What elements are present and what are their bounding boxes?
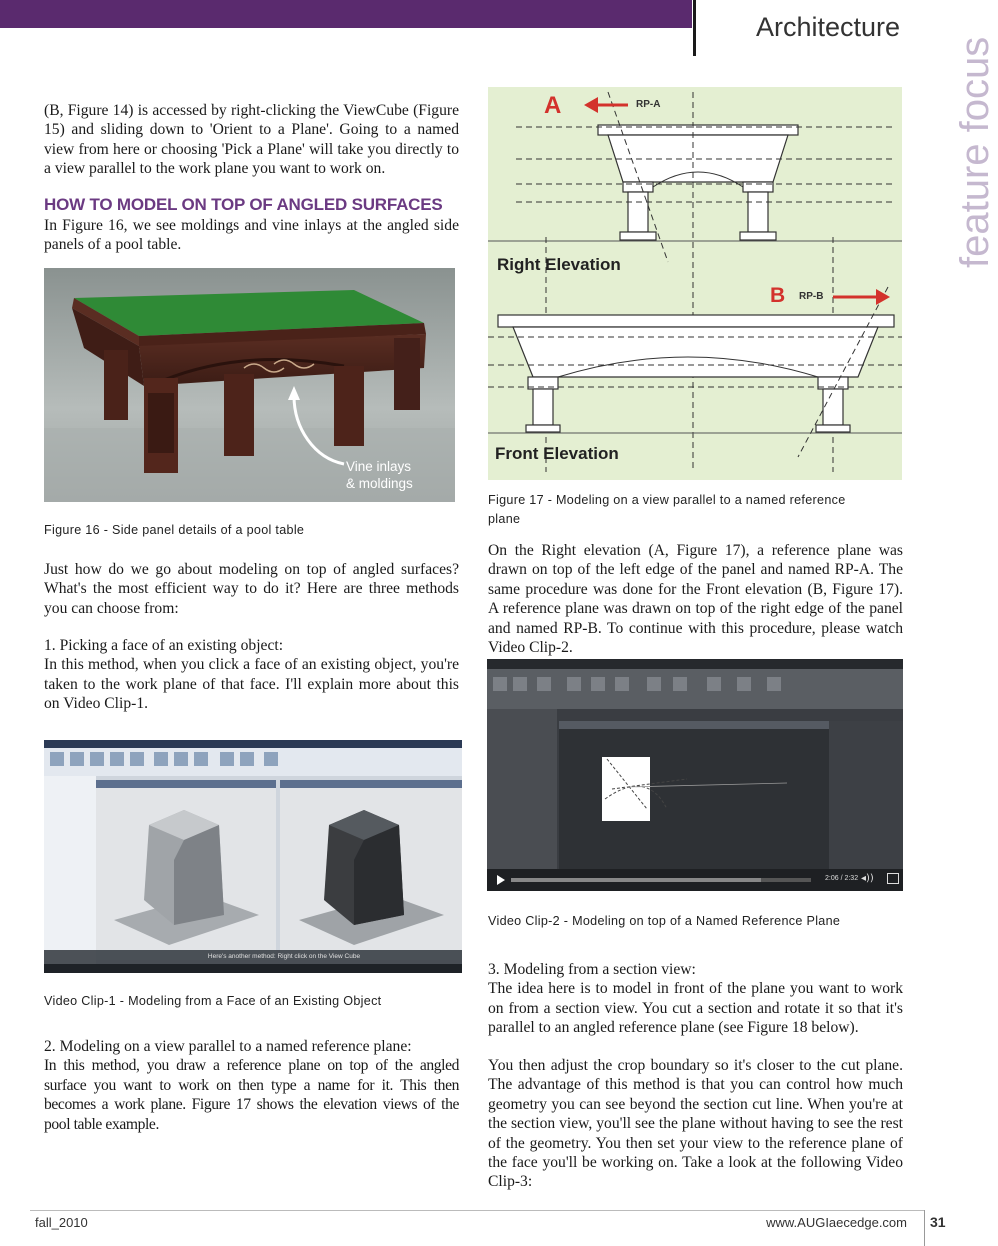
methods-intro bbox=[44, 560, 459, 618]
right-last-paragraph bbox=[488, 1056, 903, 1192]
left-intro-paragraph bbox=[44, 101, 459, 179]
header-divider bbox=[693, 0, 696, 56]
footer-divider bbox=[924, 1210, 925, 1246]
method1 bbox=[44, 636, 459, 714]
method1-text: In this method, when you click a face of an existing object, you're taken to the work plane of that face. I'll explain more about this on Video Clip-1. bbox=[44, 656, 459, 713]
fig17-right-elevation: Right Elevation bbox=[497, 255, 621, 274]
intro-text: (B, Figure 14) is accessed by right-clicking the ViewCube (Figure 15) and sliding down to 'Orient to a Plane'. Going to a named view from here or choosing 'Pick a Plane' will take you directly to a view parallel to the work plane you want to work on. bbox=[44, 102, 459, 178]
figure16-caption: Figure 16 - Side panel details of a pool table bbox=[44, 523, 305, 537]
methods-intro-text: Just how do we go about modeling on top of angled surfaces? What's the most efficient way to do it? Here are three methods you can choose from: bbox=[44, 561, 459, 617]
method1-title: 1. Picking a face of an existing object: bbox=[44, 637, 284, 654]
video-clip-2[interactable] bbox=[487, 659, 903, 891]
video-clip-2-time: 2:06 / 2:32 bbox=[825, 875, 859, 882]
annotation-line1: Vine inlays bbox=[346, 459, 412, 474]
video-clip-1-caption: Video Clip-1 - Modeling from a Face of an Existing Object bbox=[44, 994, 382, 1008]
fig17-label-a: A bbox=[544, 92, 562, 119]
video-clip-1-frame bbox=[44, 740, 462, 973]
figure16-annotation bbox=[346, 458, 413, 492]
video-clip-1[interactable] bbox=[44, 740, 462, 973]
method3-title: 3. Modeling from a section view: bbox=[488, 961, 696, 978]
footer-issue: fall_2010 bbox=[35, 1215, 88, 1230]
right-paragraph-1 bbox=[488, 541, 903, 657]
footer-website[interactable]: www.AUGIaecedge.com bbox=[766, 1215, 907, 1230]
elevation-drawing bbox=[488, 87, 902, 480]
figure16-intro bbox=[44, 216, 459, 255]
figure17-caption-line2: plane bbox=[488, 512, 521, 526]
fullscreen-icon[interactable] bbox=[887, 873, 899, 884]
method2-title: 2. Modeling on a view parallel to a named reference plane: bbox=[44, 1038, 412, 1055]
method2 bbox=[44, 1037, 459, 1134]
side-label bbox=[905, 10, 997, 270]
video-clip-2-frame bbox=[487, 659, 903, 891]
video-clip-2-caption: Video Clip-2 - Modeling on top of a Named Reference Plane bbox=[488, 914, 841, 928]
method3-text: The idea here is to model in front of the plane you want to work on from a section view. You cut a section and rotate it so that it's parallel to an angled reference plane (see Figure 18 below). bbox=[488, 980, 903, 1037]
annotation-line2: & moldings bbox=[346, 476, 413, 491]
page-number: 31 bbox=[930, 1214, 946, 1230]
figure17-image bbox=[488, 87, 902, 480]
footer-rule bbox=[30, 1210, 925, 1211]
right-last-paragraph-text: You then adjust the crop boundary so it's closer to the cut plane. The advantage of this method is that you can control how much geometry you can see beyond the section cut line. When you're at the section view, you'll see the plane without having to see the rest of the geometry. You then set your view to the reference plane of the face you'll be working on. Take a look at the following Video Clip-3: bbox=[488, 1057, 903, 1191]
volume-icon[interactable]: ◂)) bbox=[861, 873, 874, 884]
method2-text: In this method, you draw a reference plane on top of the angled surface you want to work on then type a name for it. This then becomes a work plane. Figure 17 shows the elevation views of the pool table example. bbox=[44, 1057, 459, 1133]
fig17-label-b: B bbox=[770, 284, 786, 307]
figure16-image bbox=[44, 268, 455, 502]
side-label-text: feature focus bbox=[953, 36, 997, 268]
video-clip-1-subtitle: Here's another method: Right click on the View Cube bbox=[207, 953, 361, 960]
figure16-intro-text: In Figure 16, we see moldings and vine inlays at the angled side panels of a pool table. bbox=[44, 217, 459, 254]
fig17-label-rpa: RP-A bbox=[636, 99, 661, 110]
method3 bbox=[488, 960, 903, 1038]
figure17-caption-line1: Figure 17 - Modeling on a view parallel to a named reference bbox=[488, 493, 846, 507]
section-title: Architecture bbox=[755, 12, 900, 42]
section-heading: HOW TO MODEL ON TOP OF ANGLED SURFACES bbox=[44, 195, 443, 214]
fig17-label-rpb: RP-B bbox=[799, 291, 824, 302]
header-bar bbox=[0, 0, 692, 28]
figure17-caption bbox=[488, 491, 908, 529]
right-paragraph-1-text: On the Right elevation (A, Figure 17), a reference plane was drawn on top of the left edge of the panel and named RP-A. The same procedure was done for the Front elevation (B, Figure 17). A reference plane was drawn on top of the right edge of the panel and named RP-B. To continue with this procedure, please watch Video Clip-2. bbox=[488, 542, 903, 657]
fig17-front-elevation: Front Elevation bbox=[495, 444, 619, 463]
